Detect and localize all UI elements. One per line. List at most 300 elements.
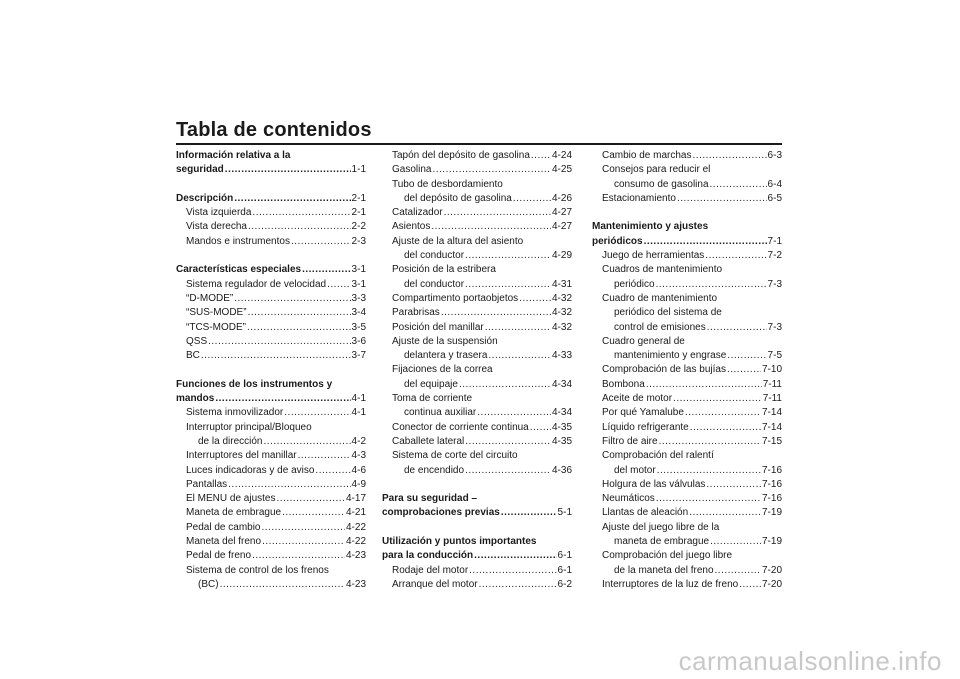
toc-entry-title: del conductor xyxy=(404,250,465,262)
toc-page-number: 3-4 xyxy=(351,307,366,319)
toc-page-number: 4-23 xyxy=(345,578,366,590)
toc-page-number: 4-32 xyxy=(551,292,572,304)
toc-entry-title: Vista izquierda xyxy=(186,207,252,219)
dot-leader xyxy=(284,406,350,420)
toc-entry[interactable] xyxy=(176,549,366,563)
toc-entry[interactable] xyxy=(382,435,572,449)
toc-entry-title: mandos xyxy=(176,393,215,405)
toc-page-number: 4-26 xyxy=(551,192,572,204)
toc-text-line xyxy=(382,492,572,506)
toc-page-number: 4-22 xyxy=(345,536,366,548)
toc-page-number: 4-34 xyxy=(551,407,572,419)
dot-leader xyxy=(315,464,350,478)
toc-entry-title: periódicos xyxy=(592,235,643,247)
toc-text-line xyxy=(382,363,572,377)
toc-entry-title: Comprobación del juego libre xyxy=(602,550,733,562)
toc-page-number: 7-16 xyxy=(761,493,782,505)
toc-entry-title: “D-MODE” xyxy=(186,292,234,304)
toc-entry-title: Pedal de cambio xyxy=(186,521,261,533)
toc-entry[interactable] xyxy=(382,349,572,363)
toc-entry-title: Vista derecha xyxy=(186,221,247,233)
toc-page-number: 7-1 xyxy=(767,235,782,247)
toc-entry-title: Tubo de desbordamiento xyxy=(392,178,503,190)
toc-entry-title: Interruptores del manillar xyxy=(186,450,297,462)
toc-entry[interactable] xyxy=(382,306,572,320)
dot-leader xyxy=(220,578,345,592)
toc-text-line xyxy=(176,564,366,578)
toc-entry[interactable] xyxy=(176,278,366,292)
dot-leader xyxy=(302,263,350,277)
dot-leader xyxy=(485,321,551,335)
toc-entry[interactable] xyxy=(592,578,782,592)
toc-entry-title: Bombona xyxy=(602,378,645,390)
toc-entry-title: Holgura de las válvulas xyxy=(602,478,706,490)
dot-leader xyxy=(431,220,551,234)
toc-page-number: 4-1 xyxy=(351,393,366,405)
toc-column-1 xyxy=(176,149,366,592)
toc-entry-title: Aceite de motor xyxy=(602,393,673,405)
toc-text-line xyxy=(592,449,782,463)
toc-entry-title: Posición de la estribera xyxy=(392,264,496,276)
toc-entry[interactable] xyxy=(176,435,366,449)
toc-entry-title: Cuadros de mantenimiento xyxy=(602,264,723,276)
toc-entry-title: El MENU de ajustes xyxy=(186,493,276,505)
toc-entry-title: “SUS-MODE” xyxy=(186,307,247,319)
toc-page-number: 2-1 xyxy=(351,192,366,204)
toc-page-number: 4-33 xyxy=(551,350,572,362)
dot-leader xyxy=(656,492,761,506)
toc-spacer xyxy=(382,478,572,492)
toc-spacer xyxy=(382,521,572,535)
toc-text-line xyxy=(382,263,572,277)
toc-spacer xyxy=(176,249,366,263)
toc-entry[interactable] xyxy=(382,249,572,263)
toc-entry-title: periódico xyxy=(614,278,655,290)
toc-entry-title: seguridad xyxy=(176,164,224,176)
toc-entry-title: QSS xyxy=(186,335,208,347)
toc-text-line xyxy=(382,235,572,249)
toc-entry-title: “TCS-MODE” xyxy=(186,321,246,333)
toc-page-number: 2-3 xyxy=(351,235,366,247)
dot-leader xyxy=(659,435,761,449)
toc-entry[interactable] xyxy=(176,206,366,220)
toc-entry-title: Luces indicadoras y de aviso xyxy=(186,464,315,476)
toc-entry[interactable] xyxy=(176,506,366,520)
toc-entry-title: Toma de corriente xyxy=(392,393,473,405)
toc-entry[interactable] xyxy=(176,521,366,535)
toc-page-number: 3-1 xyxy=(351,264,366,276)
dot-leader xyxy=(474,549,556,563)
toc-entry[interactable] xyxy=(592,321,782,335)
toc-page-number: 7-2 xyxy=(767,250,782,262)
toc-page-number: 4-32 xyxy=(551,307,572,319)
dot-leader xyxy=(710,178,767,192)
dot-leader xyxy=(477,406,551,420)
toc-entry-title: Juego de herramientas xyxy=(602,250,705,262)
toc-text-line xyxy=(176,149,366,163)
dot-leader xyxy=(291,235,351,249)
toc-page-number: 4-24 xyxy=(551,150,572,161)
dot-leader xyxy=(519,292,551,306)
dot-leader xyxy=(690,421,761,435)
toc-text-line xyxy=(592,263,782,277)
dot-leader xyxy=(215,392,350,406)
toc-entry-title: maneta de embrague xyxy=(614,536,710,548)
toc-page-number: 4-27 xyxy=(551,207,572,219)
toc-entry[interactable] xyxy=(176,578,366,592)
dot-leader xyxy=(441,306,551,320)
dot-leader xyxy=(739,578,761,592)
toc-entry-title: Comprobación del ralentí xyxy=(602,450,714,462)
toc-page-number: 1-1 xyxy=(351,164,366,176)
toc-entry[interactable] xyxy=(382,506,572,520)
toc-entry[interactable] xyxy=(592,178,782,192)
toc-entry-title: (BC) xyxy=(198,578,219,590)
toc-entry-title: Asientos xyxy=(392,221,431,233)
toc-text-line xyxy=(592,306,782,320)
toc-entry-title: del depósito de gasolina xyxy=(404,192,512,204)
dot-leader xyxy=(689,506,761,520)
toc-entry[interactable] xyxy=(176,392,366,406)
toc-entry-title: Mandos e instrumentos xyxy=(186,235,290,247)
dot-leader xyxy=(225,163,351,177)
dot-leader xyxy=(459,378,551,392)
toc-column-3 xyxy=(592,149,782,592)
dot-leader xyxy=(247,321,351,335)
toc-page-number: 4-25 xyxy=(551,164,572,176)
page-title: Tabla de contenidos xyxy=(176,119,372,141)
toc-entry[interactable] xyxy=(592,392,782,406)
toc-spacer xyxy=(176,363,366,377)
toc-entry-title: consumo de gasolina xyxy=(614,178,709,190)
toc-entry[interactable] xyxy=(592,464,782,478)
toc-entry[interactable] xyxy=(382,278,572,292)
toc-page-number: 2-1 xyxy=(351,207,366,219)
toc-entry[interactable] xyxy=(176,163,366,177)
toc-entry-title: de la dirección xyxy=(198,435,263,447)
dot-leader xyxy=(727,363,761,377)
toc-page-number: 4-29 xyxy=(551,250,572,262)
dot-leader xyxy=(710,535,761,549)
toc-text-line xyxy=(592,521,782,535)
toc-page-number: 4-36 xyxy=(551,464,572,476)
dot-leader xyxy=(262,521,345,535)
dot-leader xyxy=(298,449,351,463)
toc-entry-title: Líquido refrigerante xyxy=(602,421,689,433)
toc-page-number: 6-2 xyxy=(557,578,572,590)
dot-leader xyxy=(705,249,766,263)
toc-page-number: 4-23 xyxy=(345,550,366,562)
toc-entry-title: Ajuste de la altura del asiento xyxy=(392,235,524,247)
dot-leader xyxy=(646,378,762,392)
dot-leader xyxy=(432,163,551,177)
dot-leader xyxy=(715,564,761,578)
toc-text-line xyxy=(592,163,782,177)
toc-entry[interactable] xyxy=(382,549,572,563)
toc-page-number: 7-20 xyxy=(761,564,782,576)
toc-entry-title: Por qué Yamalube xyxy=(602,407,684,419)
toc-entry-title: Sistema regulador de velocidad xyxy=(186,278,327,290)
toc-entry[interactable] xyxy=(592,535,782,549)
toc-entry-title: Fijaciones de la correa xyxy=(392,364,493,376)
toc-text-line xyxy=(382,449,572,463)
toc-entry[interactable] xyxy=(592,363,782,377)
toc-entry[interactable] xyxy=(382,149,572,163)
toc-entry-title: Para su seguridad – xyxy=(382,493,478,505)
toc-entry[interactable] xyxy=(176,535,366,549)
dot-leader xyxy=(656,278,767,292)
toc-entry[interactable] xyxy=(176,292,366,306)
toc-page-number: 4-6 xyxy=(351,464,366,476)
toc-entry[interactable] xyxy=(592,406,782,420)
toc-entry[interactable] xyxy=(592,564,782,578)
toc-entry-title: Características especiales xyxy=(176,264,302,276)
toc-page-number: 4-22 xyxy=(345,521,366,533)
toc-entry-title: Sistema de control de los frenos xyxy=(186,564,329,576)
toc-entry-title: Comprobación de las bujías xyxy=(602,364,726,376)
dot-leader xyxy=(263,435,350,449)
toc-entry-title: Maneta de embrague xyxy=(186,507,282,519)
toc-entry-title: Sistema inmovilizador xyxy=(186,407,284,419)
dot-leader xyxy=(262,535,345,549)
toc-page-number: 7-3 xyxy=(767,278,782,290)
toc-entry[interactable] xyxy=(176,306,366,320)
dot-leader xyxy=(465,464,551,478)
toc-entry-title: mantenimiento y engrase xyxy=(614,350,727,362)
toc-entry[interactable] xyxy=(176,406,366,420)
dot-leader xyxy=(327,278,350,292)
toc-page-number: 2-2 xyxy=(351,221,366,233)
toc-entry[interactable] xyxy=(592,192,782,206)
dot-leader xyxy=(444,206,551,220)
toc-entry-title: Maneta del freno xyxy=(186,536,262,548)
toc-entry-title: Interruptores de la luz de freno xyxy=(602,578,739,590)
toc-entry-title: comprobaciones previas xyxy=(382,507,500,519)
toc-entry-title: de encendido xyxy=(404,464,465,476)
toc-entry-title: del equipaje xyxy=(404,378,458,390)
toc-entry[interactable] xyxy=(382,292,572,306)
toc-entry-title: Neumáticos xyxy=(602,493,655,505)
toc-entry-title: continua auxiliar xyxy=(404,407,477,419)
toc-page-number: 3-3 xyxy=(351,292,366,304)
toc-entry[interactable] xyxy=(592,235,782,249)
toc-entry[interactable] xyxy=(176,263,366,277)
dot-leader xyxy=(727,349,766,363)
toc-entry-title: Funciones de los instrumentos y xyxy=(176,378,333,390)
toc-entry-title: Cambio de marchas xyxy=(602,150,692,161)
toc-page-number: 4-27 xyxy=(551,221,572,233)
toc-entry-title: Llantas de aleación xyxy=(602,507,689,519)
toc-page-number: 7-11 xyxy=(762,393,782,405)
toc-entry-title: Parabrisas xyxy=(392,307,440,319)
toc-page-number: 7-5 xyxy=(767,350,782,362)
toc-page-number: 4-32 xyxy=(551,321,572,333)
dot-leader xyxy=(685,406,761,420)
toc-entry-title: Ajuste de la suspensión xyxy=(392,335,498,347)
toc-entry-title: Caballete lateral xyxy=(392,435,465,447)
toc-entry-title: Tapón del depósito de gasolina xyxy=(392,150,530,161)
toc-entry-title: Arranque del motor xyxy=(392,578,478,590)
toc-text-line xyxy=(592,220,782,234)
dot-leader xyxy=(488,349,551,363)
dot-leader xyxy=(276,492,345,506)
toc-entry[interactable] xyxy=(382,421,572,435)
toc-page-number: 7-10 xyxy=(761,364,782,376)
toc-page-number: 7-20 xyxy=(761,578,782,590)
toc-spacer xyxy=(176,178,366,192)
toc-entry[interactable] xyxy=(176,349,366,363)
toc-entry-title: Ajuste del juego libre de la xyxy=(602,521,720,533)
dot-leader xyxy=(465,435,551,449)
toc-entry[interactable] xyxy=(592,249,782,263)
toc-entry-title: del motor xyxy=(614,464,656,476)
toc-entry-title: Compartimento portaobjetos xyxy=(392,292,519,304)
toc-text-line xyxy=(382,178,572,192)
toc-page-number: 7-16 xyxy=(761,478,782,490)
toc-page-number: 4-21 xyxy=(345,507,366,519)
toc-entry[interactable] xyxy=(592,149,782,163)
toc-entry-title: periódico del sistema de xyxy=(614,307,722,319)
toc-column-2 xyxy=(382,149,572,592)
toc-entry[interactable] xyxy=(382,192,572,206)
toc-text-line xyxy=(382,535,572,549)
toc-spacer xyxy=(592,206,782,220)
toc-entry[interactable] xyxy=(176,464,366,478)
toc-entry-title: Cuadro de mantenimiento xyxy=(602,292,718,304)
toc-page-number: 3-5 xyxy=(351,321,366,333)
toc-entry[interactable] xyxy=(176,478,366,492)
toc-page-number: 7-3 xyxy=(767,321,782,333)
toc-entry-title: Mantenimiento y ajustes xyxy=(592,221,709,233)
toc-page-number: 7-11 xyxy=(762,378,782,390)
toc-entry-title: Descripción xyxy=(176,192,234,204)
toc-entry[interactable] xyxy=(176,192,366,206)
toc-page-number: 7-14 xyxy=(761,407,782,419)
toc-text-line xyxy=(592,292,782,306)
toc-entry-title: Cuadro general de xyxy=(602,335,685,347)
toc-entry[interactable] xyxy=(176,449,366,463)
toc-entry-title: control de emisiones xyxy=(614,321,706,333)
toc-entry[interactable] xyxy=(176,335,366,349)
toc-entry[interactable] xyxy=(592,421,782,435)
toc-page-number: 7-16 xyxy=(761,464,782,476)
toc-page-number: 7-14 xyxy=(761,421,782,433)
toc-page-number: 6-4 xyxy=(767,178,782,190)
toc-page-number: 4-31 xyxy=(551,278,572,290)
toc-text-line xyxy=(592,549,782,563)
toc-entry[interactable] xyxy=(592,378,782,392)
toc-entry[interactable] xyxy=(382,464,572,478)
toc-entry-title: del conductor xyxy=(404,278,465,290)
dot-leader xyxy=(201,349,351,363)
toc-entry[interactable] xyxy=(592,349,782,363)
toc-page-number: 6-3 xyxy=(767,150,782,161)
toc-entry-title: de la maneta del freno xyxy=(614,564,714,576)
toc-entry[interactable] xyxy=(382,564,572,578)
toc-entry[interactable] xyxy=(176,321,366,335)
toc-page-number: 3-1 xyxy=(351,278,366,290)
toc-entry[interactable] xyxy=(176,492,366,506)
toc-entry[interactable] xyxy=(176,235,366,249)
dot-leader xyxy=(469,564,556,578)
dot-leader xyxy=(282,506,345,520)
toc-text-line xyxy=(592,335,782,349)
toc-page-number: 4-35 xyxy=(551,435,572,447)
dot-leader xyxy=(465,278,551,292)
toc-text-line xyxy=(382,392,572,406)
dot-leader xyxy=(531,149,551,163)
dot-leader xyxy=(673,392,762,406)
toc-entry-title: Sistema de corte del circuito xyxy=(392,450,518,462)
toc-entry[interactable] xyxy=(176,220,366,234)
toc-entry[interactable] xyxy=(592,435,782,449)
toc-entry[interactable] xyxy=(382,163,572,177)
dot-leader xyxy=(677,192,767,206)
toc-page-number: 6-1 xyxy=(557,564,572,576)
dot-leader xyxy=(513,192,551,206)
toc-entry-title: Posición del manillar xyxy=(392,321,484,333)
dot-leader xyxy=(252,549,345,563)
dot-leader xyxy=(707,321,767,335)
toc-entry-title: Catalizador xyxy=(392,207,443,219)
watermark: carmanualsonline.info xyxy=(678,646,942,676)
toc-entry[interactable] xyxy=(592,506,782,520)
toc-page-number: 4-35 xyxy=(551,421,572,433)
toc-page-number: 4-34 xyxy=(551,378,572,390)
dot-leader xyxy=(692,149,766,163)
toc-page-number: 7-19 xyxy=(761,507,782,519)
toc-entry[interactable] xyxy=(592,478,782,492)
toc-page-number: 4-3 xyxy=(351,450,366,462)
toc-page-number: 5-1 xyxy=(557,507,572,519)
toc-entry[interactable] xyxy=(382,206,572,220)
dot-leader xyxy=(644,235,767,249)
title-rule xyxy=(176,143,782,145)
toc-entry-title: Pantallas xyxy=(186,478,228,490)
toc-entry-title: delantera y trasera xyxy=(404,350,488,362)
toc-entry[interactable] xyxy=(382,406,572,420)
toc-entry[interactable] xyxy=(382,220,572,234)
toc-entry-title: Filtro de aire xyxy=(602,435,658,447)
toc-page-number: 7-19 xyxy=(761,536,782,548)
toc-text-line xyxy=(382,335,572,349)
toc-entry[interactable] xyxy=(382,578,572,592)
toc-entry[interactable] xyxy=(592,278,782,292)
toc-entry-title: Estacionamiento xyxy=(602,192,676,204)
toc-page-number: 4-17 xyxy=(345,493,366,505)
toc-entry-title: Gasolina xyxy=(392,164,432,176)
toc-entry[interactable] xyxy=(382,321,572,335)
dot-leader xyxy=(706,478,761,492)
toc-entry[interactable] xyxy=(592,492,782,506)
toc-entry-title: Consejos para reducir el xyxy=(602,164,711,176)
toc-page-number: 4-1 xyxy=(351,407,366,419)
toc-entry-title: Rodaje del motor xyxy=(392,564,469,576)
toc-entry[interactable] xyxy=(382,378,572,392)
dot-leader xyxy=(465,249,551,263)
toc-entry-title: BC xyxy=(186,350,200,362)
dot-leader xyxy=(234,192,350,206)
dot-leader xyxy=(228,478,350,492)
dot-leader xyxy=(252,206,350,220)
toc-page-number: 3-7 xyxy=(351,350,366,362)
toc-entry-title: para la conducción xyxy=(382,550,474,562)
toc-entry-title: Pedal de freno xyxy=(186,550,252,562)
dot-leader xyxy=(501,506,557,520)
toc-page-number: 6-5 xyxy=(767,192,782,204)
toc-page-number: 3-6 xyxy=(351,335,366,347)
dot-leader xyxy=(248,220,351,234)
